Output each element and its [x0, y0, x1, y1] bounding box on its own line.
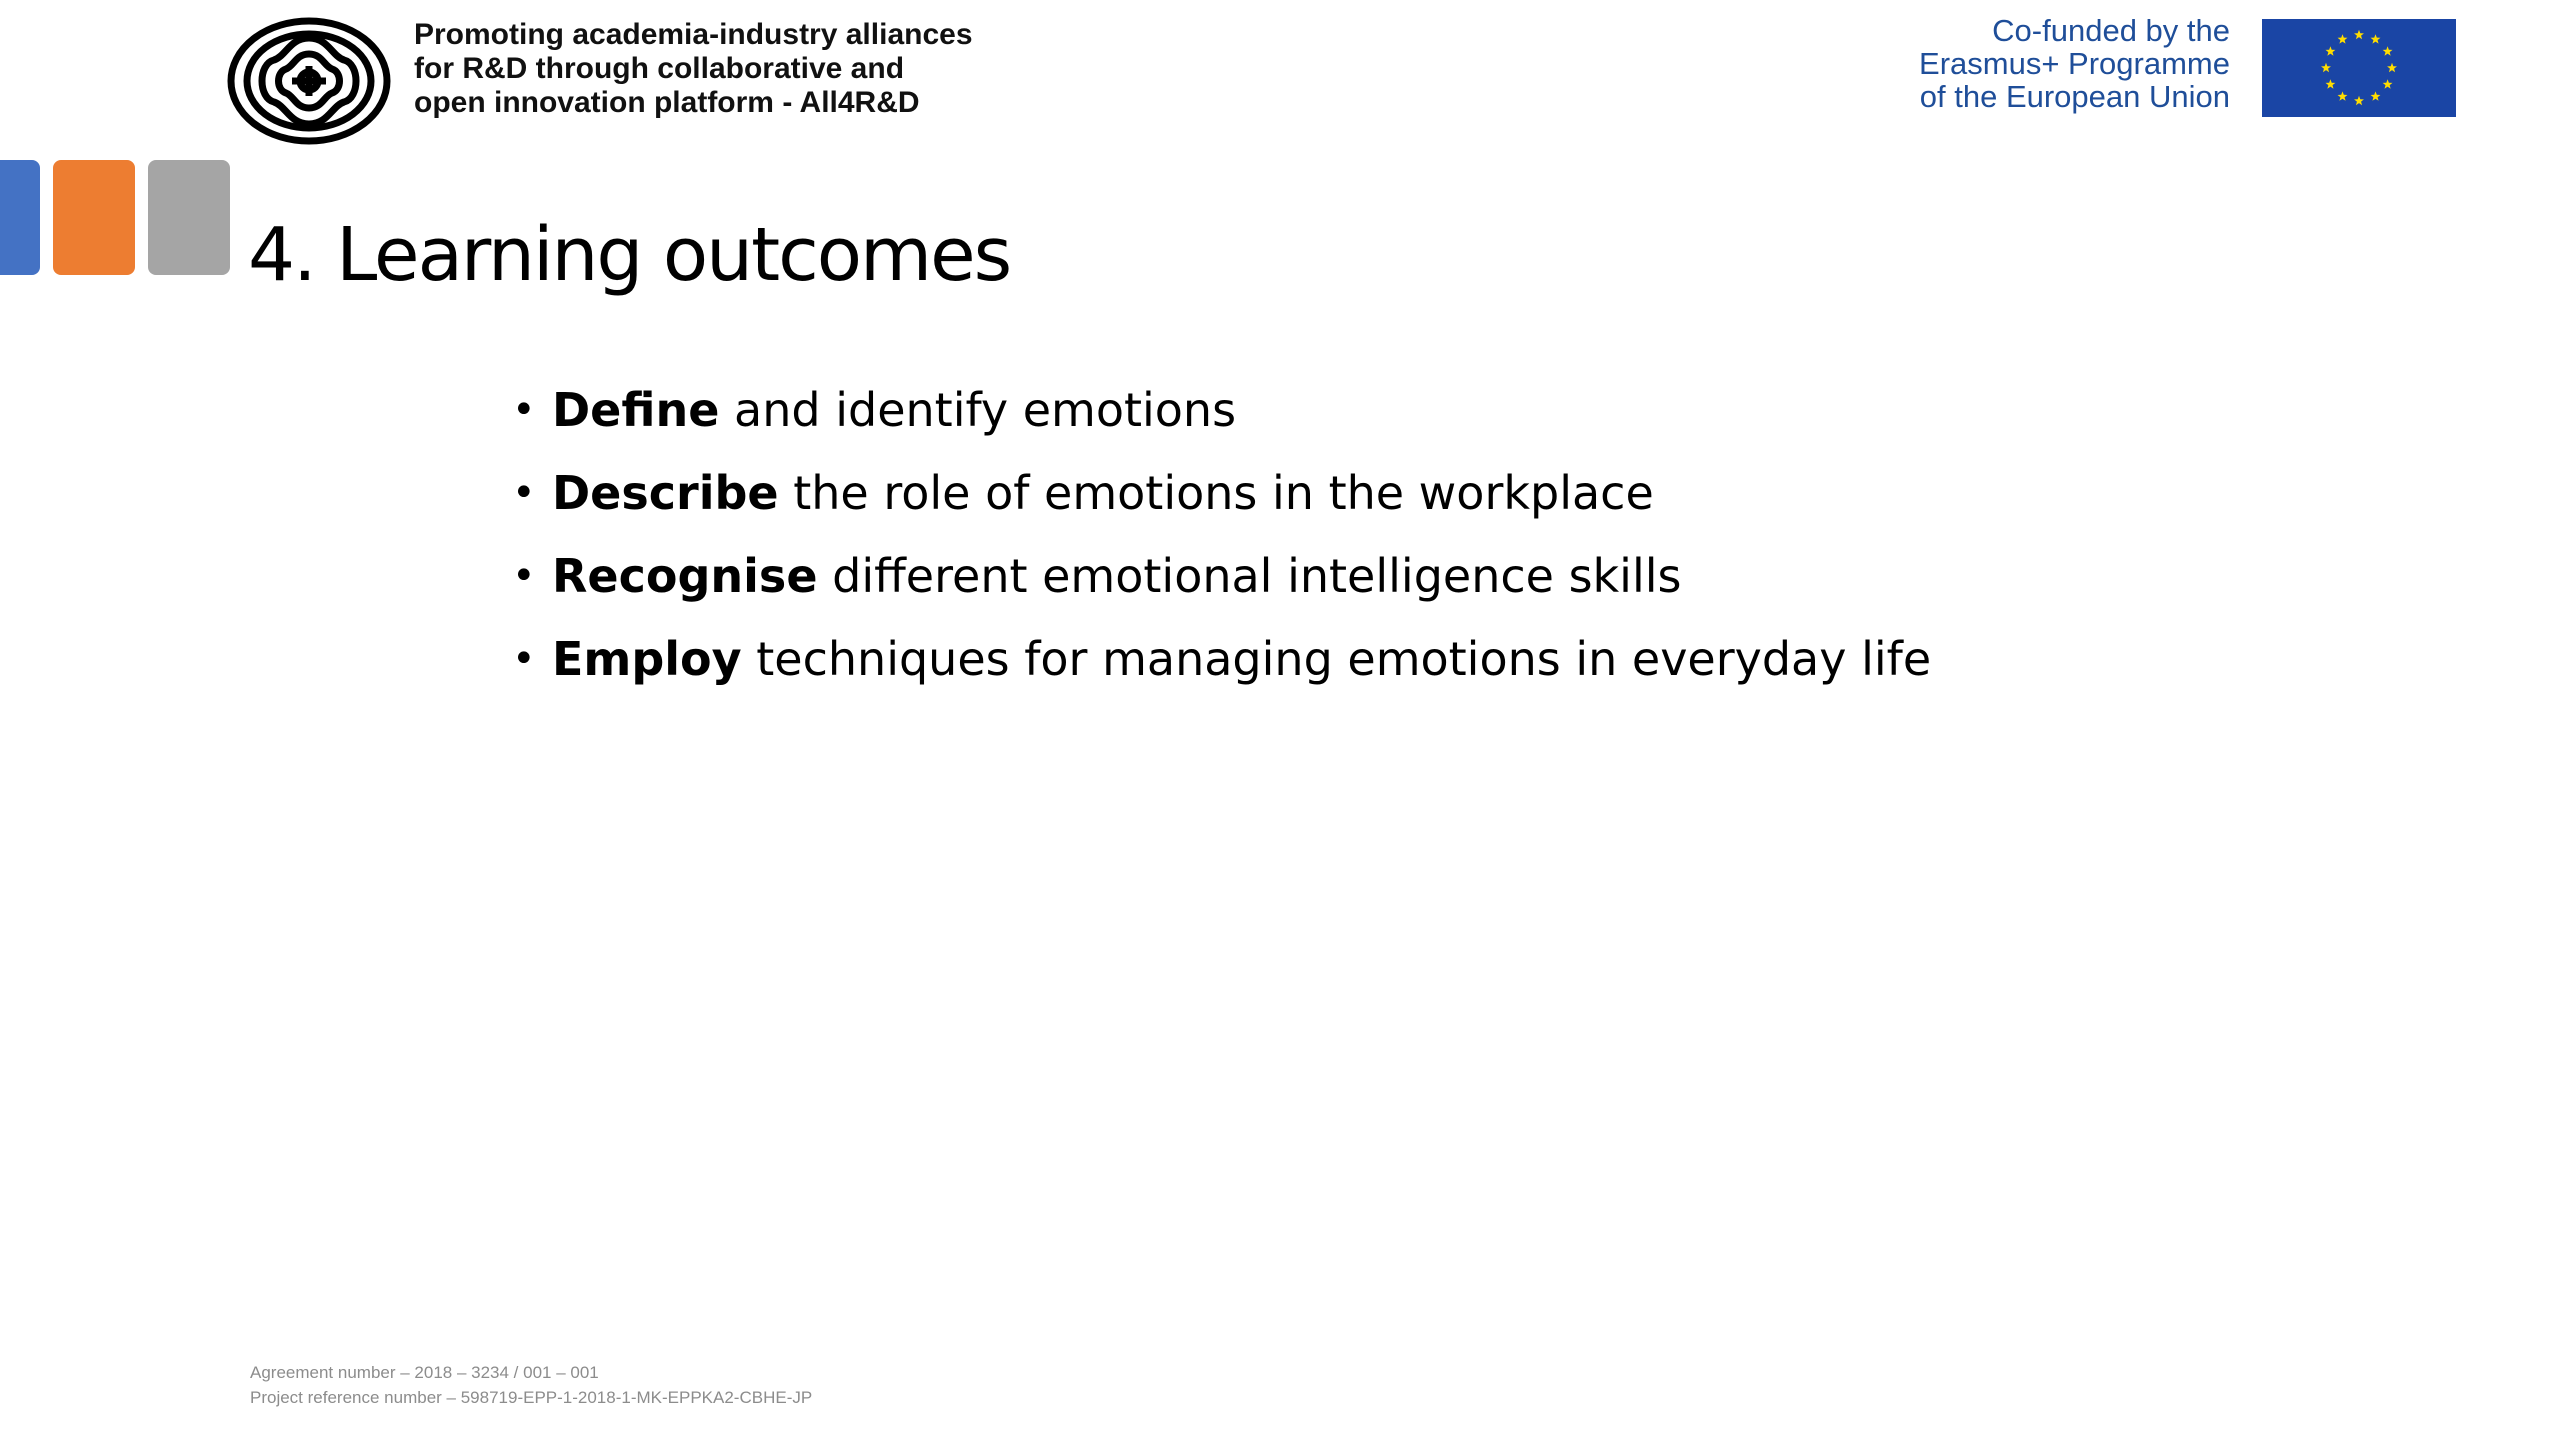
project-logo-icon [226, 16, 392, 146]
eu-text-line: of the European Union [1919, 79, 2230, 114]
learning-outcome-item [512, 541, 1931, 624]
project-title-line: open innovation platform - All4R&D [414, 86, 920, 119]
eu-flag-icon [2262, 19, 2456, 117]
accent-tab-gray [148, 160, 230, 275]
accent-tab-blue [0, 160, 40, 275]
learning-outcome-item [512, 624, 1931, 707]
outcome-verb: Employ [552, 632, 742, 686]
eu-text-line: Erasmus+ Programme [1919, 46, 2230, 81]
eu-text-line: Co-funded by the [1992, 13, 2230, 48]
accent-tab-orange [53, 160, 135, 275]
outcome-verb: Define [552, 383, 720, 437]
project-title-line: for R&D through collaborative and [414, 52, 905, 85]
footer-references [250, 1360, 812, 1410]
learning-outcomes-list [512, 375, 1931, 707]
learning-outcome-item [512, 375, 1931, 458]
project-reference-number: Project reference number – 598719-EPP-1-2018-1-MK-EPPKA2-CBHE-JP [250, 1388, 813, 1407]
outcome-text: different emotional intelligence skills [817, 549, 1682, 603]
outcome-verb: Describe [552, 466, 779, 520]
project-title-line: Promoting academia-industry alliances [414, 18, 973, 51]
outcome-text: and identify emotions [719, 383, 1237, 437]
outcome-text: the role of emotions in the workplace [778, 466, 1654, 520]
project-title [414, 18, 973, 120]
bullet-icon: • [512, 553, 536, 599]
agreement-number: Agreement number – 2018 – 3234 / 001 – 001 [250, 1363, 599, 1382]
outcome-text: techniques for managing emotions in everyday life [741, 632, 1932, 686]
eu-cofunding-text [1919, 14, 2230, 113]
bullet-icon: • [512, 636, 536, 682]
learning-outcome-item [512, 458, 1931, 541]
outcome-verb: Recognise [552, 549, 818, 603]
bullet-icon: • [512, 387, 536, 433]
slide-title: 4. Learning outcomes [248, 212, 1011, 298]
bullet-icon: • [512, 470, 536, 516]
